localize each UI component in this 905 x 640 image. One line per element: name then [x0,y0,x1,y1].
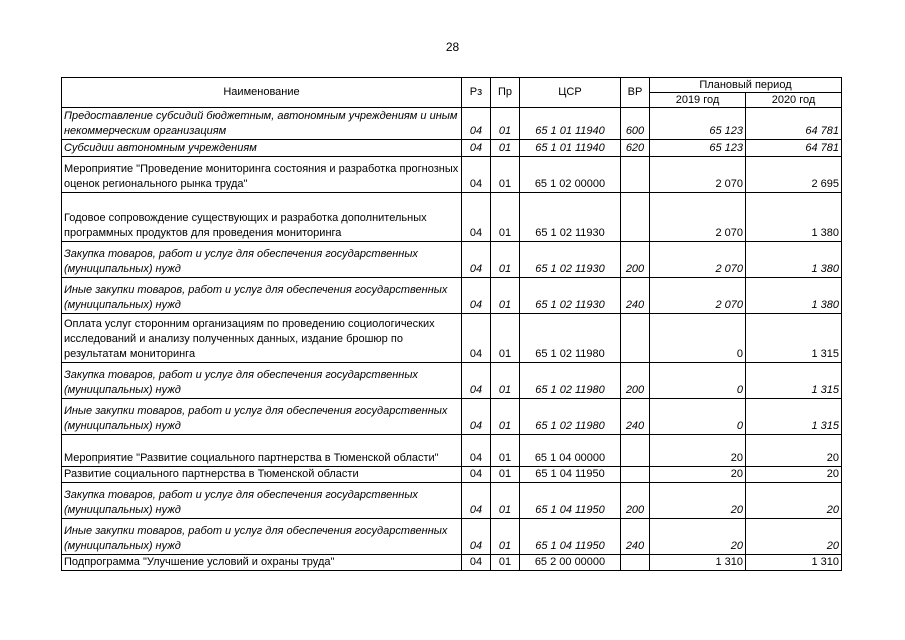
row-value-2019: 65 123 [650,108,746,140]
row-pr: 01 [491,157,520,193]
row-vr: 200 [621,242,650,278]
row-value-2020: 20 [746,519,842,555]
row-csr: 65 1 04 00000 [520,435,621,467]
row-csr: 65 2 00 00000 [520,555,621,571]
row-vr: 240 [621,278,650,314]
row-pr: 01 [491,278,520,314]
row-rz: 04 [462,140,491,157]
table-row [62,140,842,157]
header-year-2020: 2020 год [746,93,842,108]
row-csr: 65 1 02 11980 [520,314,621,363]
row-vr [621,555,650,571]
row-rz: 04 [462,278,491,314]
row-rz: 04 [462,483,491,519]
table-row [62,483,842,519]
row-csr: 65 1 02 11930 [520,193,621,242]
row-value-2019: 2 070 [650,157,746,193]
row-value-2019: 2 070 [650,193,746,242]
row-pr: 01 [491,519,520,555]
row-pr: 01 [491,435,520,467]
row-name: Закупка товаров, работ и услуг для обеспечения государственных (муниципальных) нужд [62,483,462,519]
table-row [62,399,842,435]
row-value-2019: 20 [650,435,746,467]
row-pr: 01 [491,467,520,483]
row-value-2020: 20 [746,435,842,467]
row-name: Подпрограмма "Улучшение условий и охраны труда" [62,555,462,571]
table-body [62,108,842,571]
row-value-2020: 64 781 [746,108,842,140]
row-vr [621,193,650,242]
page-number: 28 [445,40,460,54]
row-rz: 04 [462,242,491,278]
row-rz: 04 [462,193,491,242]
row-name: Закупка товаров, работ и услуг для обеспечения государственных (муниципальных) нужд [62,242,462,278]
table-row [62,435,842,467]
row-pr: 01 [491,193,520,242]
table-row [62,108,842,140]
row-vr: 620 [621,140,650,157]
row-value-2020: 1 310 [746,555,842,571]
row-vr [621,314,650,363]
row-vr: 240 [621,399,650,435]
row-value-2019: 20 [650,483,746,519]
row-rz: 04 [462,519,491,555]
row-value-2020: 1 315 [746,399,842,435]
row-value-2019: 2 070 [650,242,746,278]
row-pr: 01 [491,314,520,363]
row-rz: 04 [462,399,491,435]
table-row [62,314,842,363]
budget-table [61,77,842,571]
header-pr: Пр [491,78,520,108]
row-csr: 65 1 02 11980 [520,363,621,399]
row-rz: 04 [462,363,491,399]
row-value-2019: 1 310 [650,555,746,571]
row-value-2020: 2 695 [746,157,842,193]
row-value-2020: 1 315 [746,314,842,363]
row-pr: 01 [491,140,520,157]
row-vr: 200 [621,483,650,519]
row-csr: 65 1 02 00000 [520,157,621,193]
row-rz: 04 [462,555,491,571]
header-vr: ВР [621,78,650,108]
table-row [62,193,842,242]
row-pr: 01 [491,483,520,519]
row-vr [621,467,650,483]
table-row [62,519,842,555]
row-rz: 04 [462,435,491,467]
row-vr: 200 [621,363,650,399]
header-csr: ЦСР [520,78,621,108]
row-value-2020: 20 [746,467,842,483]
row-pr: 01 [491,363,520,399]
row-value-2020: 1 380 [746,193,842,242]
row-csr: 65 1 02 11980 [520,399,621,435]
row-csr: 65 1 01 11940 [520,140,621,157]
row-name: Субсидии автономным учреждениям [62,140,462,157]
row-name: Иные закупки товаров, работ и услуг для обеспечения государственных (муниципальных) нужд [62,399,462,435]
row-name: Мероприятие "Проведение мониторинга состояния и разработка прогнозных оценок регионального рынка труда" [62,157,462,193]
row-name: Предоставление субсидий бюджетным, автономным учреждениям и иным некоммерческим организациям [62,108,462,140]
row-pr: 01 [491,108,520,140]
row-csr: 65 1 04 11950 [520,483,621,519]
row-name: Закупка товаров, работ и услуг для обеспечения государственных (муниципальных) нужд [62,363,462,399]
row-value-2020: 1 380 [746,278,842,314]
row-value-2020: 1 380 [746,242,842,278]
row-name: Мероприятие "Развитие социального партнерства в Тюменской области" [62,435,462,467]
row-name: Оплата услуг сторонним организациям по проведению социологических исследований и анализу полученных данных, издание брошюр по результатам мониторинга [62,314,462,363]
row-vr: 600 [621,108,650,140]
header-year-2019: 2019 год [650,93,746,108]
row-csr: 65 1 02 11930 [520,278,621,314]
row-value-2019: 65 123 [650,140,746,157]
row-rz: 04 [462,157,491,193]
row-vr: 240 [621,519,650,555]
table-row [62,363,842,399]
table-row [62,242,842,278]
row-name: Развитие социального партнерства в Тюменской области [62,467,462,483]
row-csr: 65 1 02 11930 [520,242,621,278]
row-value-2020: 64 781 [746,140,842,157]
row-value-2019: 0 [650,363,746,399]
row-pr: 01 [491,555,520,571]
row-value-2019: 0 [650,399,746,435]
header-name: Наименование [62,78,462,108]
row-rz: 04 [462,314,491,363]
row-value-2019: 20 [650,519,746,555]
row-value-2019: 0 [650,314,746,363]
row-vr [621,435,650,467]
row-rz: 04 [462,467,491,483]
row-pr: 01 [491,399,520,435]
row-name: Иные закупки товаров, работ и услуг для обеспечения государственных (муниципальных) нужд [62,278,462,314]
row-csr: 65 1 04 11950 [520,519,621,555]
row-value-2020: 20 [746,483,842,519]
table-row [62,278,842,314]
table-row [62,467,842,483]
row-csr: 65 1 01 11940 [520,108,621,140]
row-name: Годовое сопровождение существующих и разработка дополнительных программных продуктов для проведения мониторинга [62,193,462,242]
row-name: Иные закупки товаров, работ и услуг для обеспечения государственных (муниципальных) нужд [62,519,462,555]
row-value-2019: 20 [650,467,746,483]
header-plan-period: Плановый период [650,78,842,93]
row-vr [621,157,650,193]
row-rz: 04 [462,108,491,140]
row-value-2020: 1 315 [746,363,842,399]
row-csr: 65 1 04 11950 [520,467,621,483]
row-value-2019: 2 070 [650,278,746,314]
table-row [62,157,842,193]
header-rz: Рз [462,78,491,108]
row-pr: 01 [491,242,520,278]
table-row [62,555,842,571]
